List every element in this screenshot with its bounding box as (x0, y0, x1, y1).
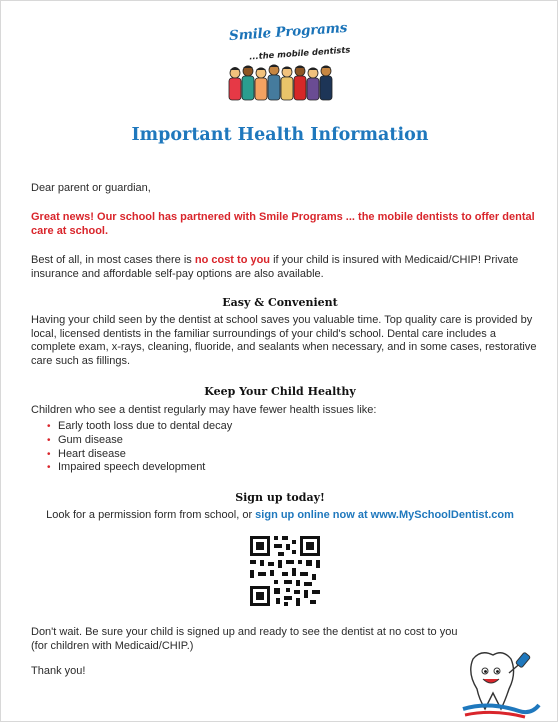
logo-subtitle: ...the mobile dentists (248, 44, 351, 62)
easy-body: Having your child seen by the dentist at school saves you valuable time. Top quality care is provided by local, licensed dentists in the familiar surroundings of your child's school. Dental care includes a complete exam, x-rays, cleaning, fluoride, and sealants when necessary, and in some cases, restorative care such as fillings. (31, 314, 537, 367)
thanks: Thank you! (31, 665, 86, 677)
healthy-lead: Children who see a dentist regularly may have fewer health issues like: (31, 404, 377, 416)
tooth-mascot-icon (459, 649, 543, 721)
bullet-icon: • (47, 434, 51, 446)
logo-script: Smile Programs (228, 19, 348, 45)
cost-paragraph (31, 254, 537, 281)
cost-highlight: no cost to you (194, 254, 271, 266)
list-item: • Heart disease (47, 447, 126, 460)
cost-pre: Best of all, in most cases there is (31, 254, 195, 266)
health-issues-list (47, 420, 447, 475)
logo-kids-icon (225, 61, 339, 105)
easy-heading: Easy & Convenient (222, 296, 338, 309)
bullet-icon: • (47, 421, 51, 432)
bullet-icon: • (47, 448, 51, 460)
smile-programs-logo (219, 21, 349, 107)
healthy-heading: Keep Your Child Healthy (204, 385, 356, 398)
intro-announcement: Great news! Our school has partnered with Smile Programs ... the mobile dentists to offer dental care at school. (31, 211, 535, 237)
closing-line1: Don't wait. Be sure your child is signed up and ready to see the dentist at no cost to you (31, 626, 458, 638)
list-item: • Gum disease (47, 433, 123, 446)
cost-post: if your child is insured with Medicaid/CHIP! Private insurance and affordable self-pay options are also available. (31, 254, 519, 280)
bullet-icon: • (47, 462, 51, 474)
qr-code-icon[interactable] (248, 534, 322, 608)
signup-pre: Look for a permission form from school, or (46, 509, 256, 521)
list-item: • Early tooth loss due to dental decay (47, 420, 233, 432)
greeting: Dear parent or guardian, (31, 182, 151, 194)
signup-link[interactable]: sign up online now at www.MySchoolDentist.com (255, 509, 514, 521)
list-item: • Impaired speech development (47, 461, 206, 474)
closing-line2: (for children with Medicaid/CHIP.) (31, 640, 194, 652)
signup-line (1, 509, 558, 523)
signup-heading: Sign up today! (235, 491, 325, 504)
page-title: Important Health Information (131, 125, 429, 145)
